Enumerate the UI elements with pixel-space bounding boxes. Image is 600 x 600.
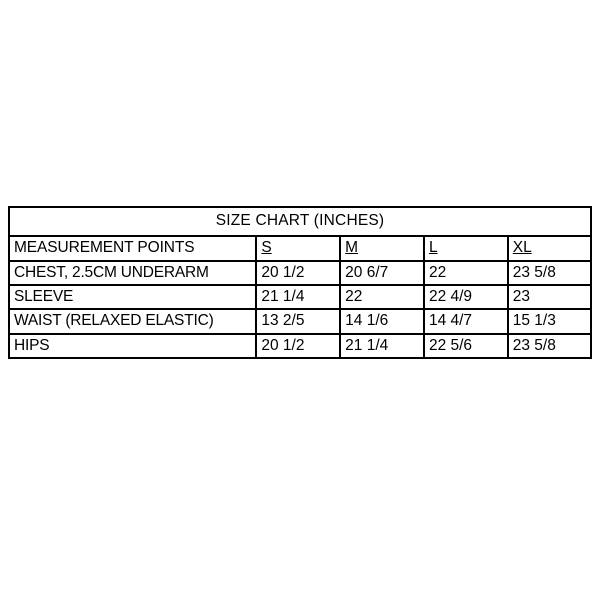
cell-hips-xl: 23 5/8 <box>508 334 591 358</box>
chart-title: SIZE CHART (INCHES) <box>9 207 591 236</box>
row-label-hips: HIPS <box>9 334 256 358</box>
column-header-s: S <box>256 236 340 260</box>
cell-waist-s: 13 2/5 <box>256 309 340 333</box>
size-chart-table <box>8 206 592 359</box>
column-header-measurement-points: MEASUREMENT POINTS <box>9 236 256 260</box>
cell-sleeve-xl: 23 <box>508 285 591 309</box>
table-header-row <box>9 236 591 260</box>
table-row <box>9 334 591 358</box>
row-label-waist: WAIST (RELAXED ELASTIC) <box>9 309 256 333</box>
table-row <box>9 285 591 309</box>
column-header-xl: XL <box>508 236 591 260</box>
cell-hips-s: 20 1/2 <box>256 334 340 358</box>
column-header-m: M <box>340 236 424 260</box>
table-title-row <box>9 207 591 236</box>
cell-hips-m: 21 1/4 <box>340 334 424 358</box>
cell-sleeve-s: 21 1/4 <box>256 285 340 309</box>
size-chart-container <box>8 206 592 359</box>
cell-chest-l: 22 <box>424 261 508 285</box>
cell-waist-l: 14 4/7 <box>424 309 508 333</box>
cell-chest-xl: 23 5/8 <box>508 261 591 285</box>
cell-chest-s: 20 1/2 <box>256 261 340 285</box>
row-label-sleeve: SLEEVE <box>9 285 256 309</box>
cell-chest-m: 20 6/7 <box>340 261 424 285</box>
cell-waist-m: 14 1/6 <box>340 309 424 333</box>
cell-sleeve-m: 22 <box>340 285 424 309</box>
table-row <box>9 309 591 333</box>
column-header-l: L <box>424 236 508 260</box>
row-label-chest: CHEST, 2.5CM UNDERARM <box>9 261 256 285</box>
cell-hips-l: 22 5/6 <box>424 334 508 358</box>
cell-waist-xl: 15 1/3 <box>508 309 591 333</box>
cell-sleeve-l: 22 4/9 <box>424 285 508 309</box>
table-row <box>9 261 591 285</box>
